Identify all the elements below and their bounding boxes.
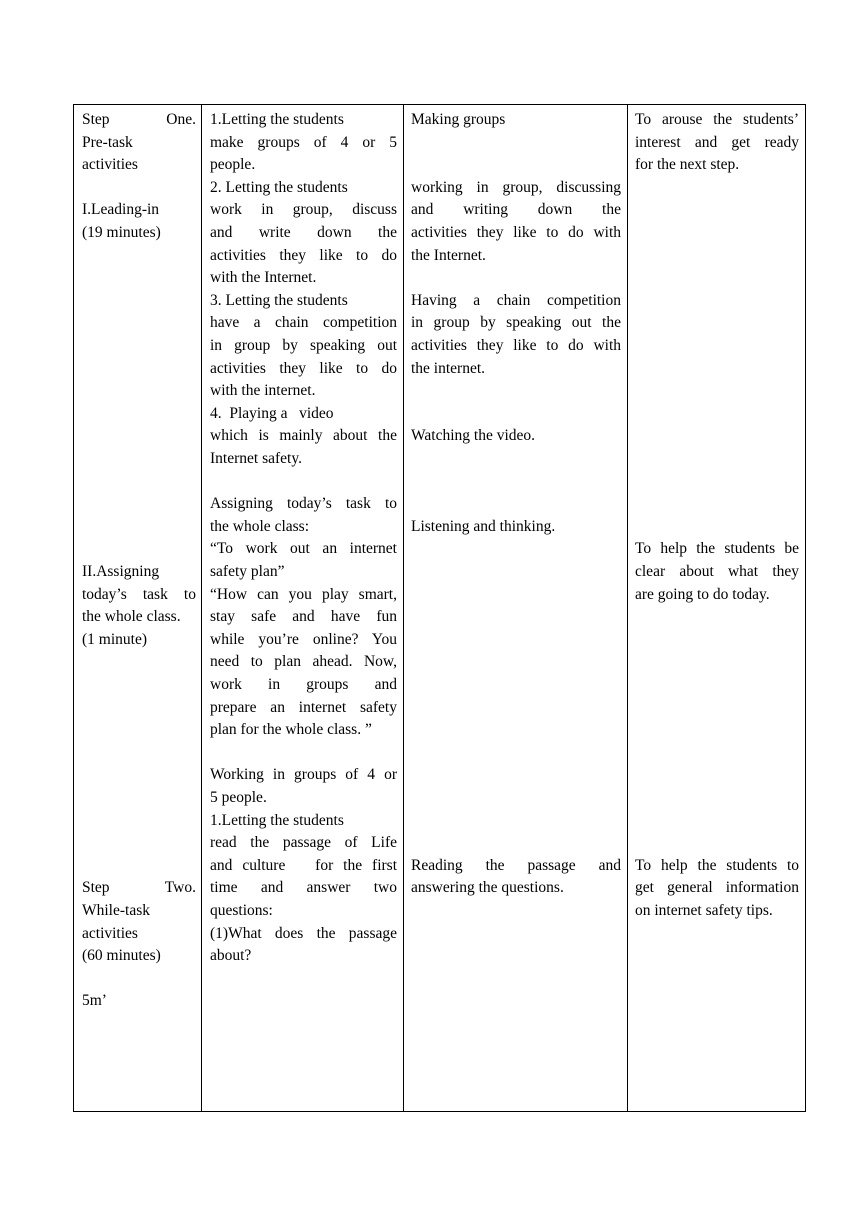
purpose-line: are going to do today. — [635, 585, 770, 603]
teacher-activity-line: 3. Letting the students — [210, 291, 348, 309]
teacher-activity-line: (1)What does the passage — [210, 924, 397, 942]
student-activity-line: Making groups — [411, 111, 506, 128]
column-divider — [627, 105, 628, 1111]
teacher-activity-line: with the Internet. — [210, 269, 317, 287]
stage-label: activities — [82, 924, 138, 942]
teacher-activity-line: 4. Playing a video — [210, 404, 334, 422]
purpose-line: on internet safety tips. — [635, 902, 773, 919]
student-activity-line: Watching the video. — [411, 427, 536, 445]
student-activity-line: and writing down the — [411, 201, 621, 219]
teacher-activity-line: have a chain competition — [210, 314, 397, 332]
teacher-activity-line: with the internet. — [210, 382, 316, 400]
purpose-line: clear about what they — [635, 563, 799, 580]
student-activity-line: Reading the passage and — [411, 856, 621, 874]
stage-label: Pre-task — [82, 133, 133, 151]
teacher-activity-line: and culture for the first — [210, 856, 397, 874]
stage-label: activities — [82, 156, 138, 174]
teacher-activity-line: Internet safety. — [210, 450, 302, 467]
teacher-activity-line: “How can you play smart, — [210, 585, 397, 603]
purpose-line: for the next step. — [635, 156, 740, 174]
student-activity-line: Listening and thinking. — [411, 517, 556, 535]
teacher-activity-line: “To work out an internet — [210, 540, 397, 558]
teacher-activity-line: need to plan ahead. Now, — [210, 653, 397, 671]
student-activity-line: activities they like to do with — [411, 224, 621, 241]
sub-stage-title: II.Assigning — [82, 563, 160, 580]
teacher-activity-line: and write down the — [210, 224, 397, 241]
teacher-activity-line: read the passage of Life — [210, 834, 397, 852]
teacher-activity-line: while you’re online? You — [210, 630, 397, 648]
teacher-activity-line: about? — [210, 947, 252, 965]
teacher-activity-line: the whole class: — [210, 517, 310, 535]
sub-stage-title: I.Leading-in — [82, 201, 160, 219]
purpose-line: To arouse the students’ — [635, 111, 799, 128]
sub-stage-title: today’s task to — [82, 585, 196, 603]
teacher-activity-line: people. — [210, 156, 256, 174]
teacher-activity-line: work in group, discuss — [210, 201, 397, 219]
teacher-activity-line: make groups of 4 or 5 — [210, 133, 397, 151]
teacher-activity-line: plan for the whole class. ” — [210, 721, 372, 739]
teacher-activity-line: questions: — [210, 902, 273, 919]
duration: (19 minutes) — [82, 224, 161, 241]
teacher-activity-line: safety plan” — [210, 563, 285, 580]
duration: (1 minute) — [82, 630, 147, 648]
teacher-activity-line: time and answer two — [210, 879, 397, 897]
lesson-plan-table — [73, 104, 806, 1112]
teacher-activity-line: work in groups and — [210, 676, 397, 693]
purpose-line: get general information — [635, 879, 799, 897]
purpose-line: To help the students be — [635, 540, 799, 558]
student-activity-line: answering the questions. — [411, 879, 564, 897]
student-activity-line: in group by speaking out the — [411, 314, 621, 332]
column-divider — [201, 105, 202, 1111]
student-activity-line: working in group, discussing — [411, 178, 621, 196]
step-two-heading: Step Two. — [82, 879, 196, 897]
student-activity-line: the Internet. — [411, 246, 486, 264]
teacher-activity-line: 1.Letting the students — [210, 811, 344, 829]
duration: (60 minutes) — [82, 947, 161, 965]
column-divider — [403, 105, 404, 1111]
student-activity-line: Having a chain competition — [411, 291, 621, 309]
teacher-activity-line: in group by speaking out — [210, 337, 397, 354]
student-activity-line: the internet. — [411, 359, 486, 377]
step-one-heading: Step One. — [82, 111, 196, 128]
sub-stage-title: the whole class. — [82, 608, 181, 626]
stage-label: While-task — [82, 902, 151, 919]
teacher-activity-line: stay safe and have fun — [210, 608, 397, 626]
student-activity-line: activities they like to do with — [411, 337, 621, 354]
teacher-activity-line: which is mainly about the — [210, 427, 397, 445]
duration: 5m’ — [82, 992, 107, 1010]
teacher-activity-line: activities they like to do — [210, 359, 397, 377]
purpose-line: interest and get ready — [635, 133, 799, 151]
teacher-activity-line: 5 people. — [210, 789, 267, 806]
teacher-activity-line: Assigning today’s task to — [210, 495, 397, 513]
teacher-activity-line: 1.Letting the students — [210, 111, 344, 128]
teacher-activity-line: 2. Letting the students — [210, 178, 348, 196]
teacher-activity-line: activities they like to do — [210, 246, 397, 264]
teacher-activity-line: prepare an internet safety — [210, 698, 397, 716]
teacher-activity-line: Working in groups of 4 or — [210, 766, 397, 784]
purpose-line: To help the students to — [635, 856, 799, 874]
